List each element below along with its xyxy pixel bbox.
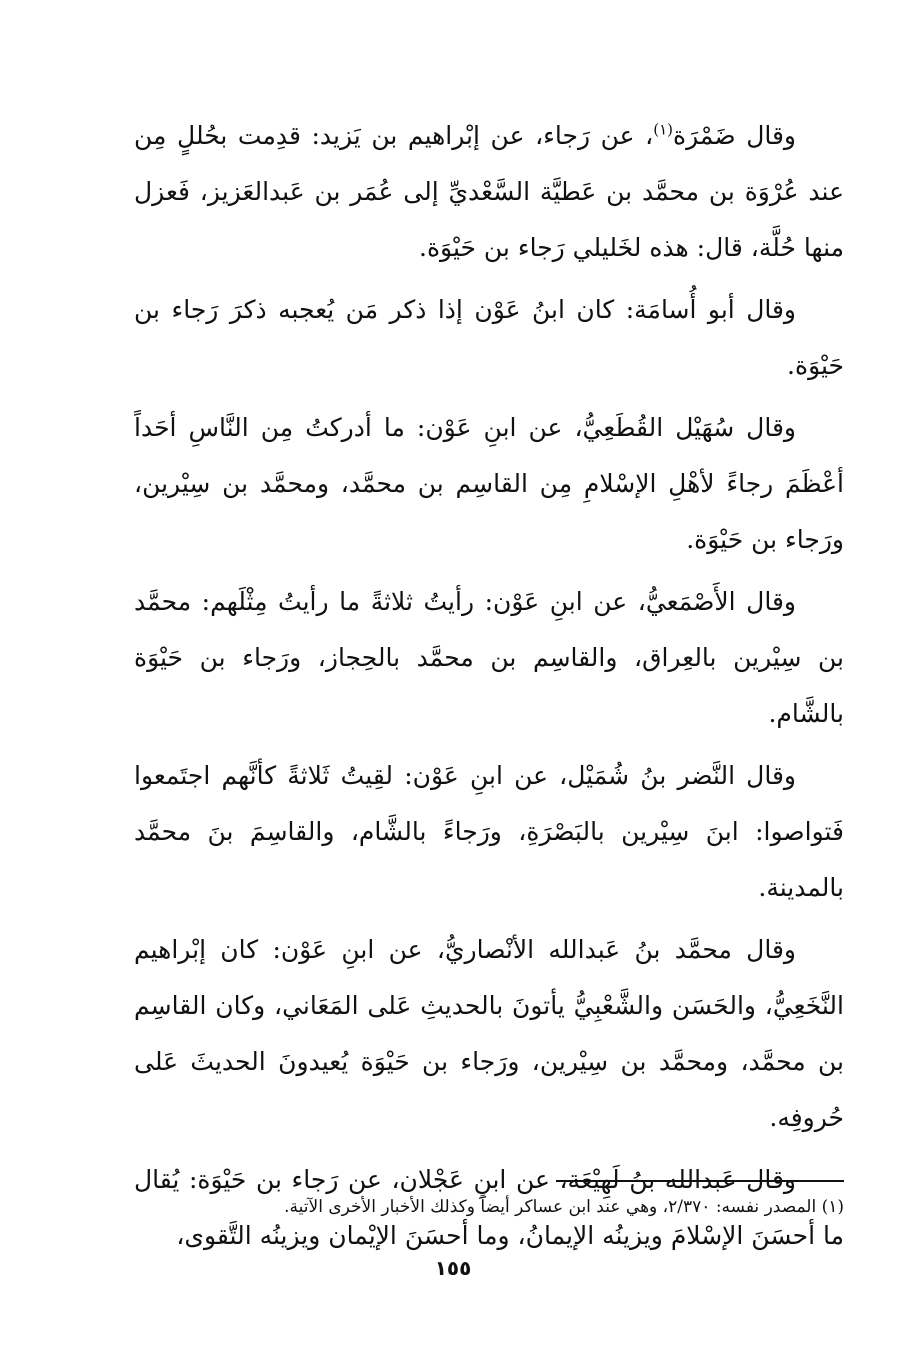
paragraph: وقال الأَصْمَعيُّ، عن ابنِ عَوْن: رأيتُ ثلاثةً ما رأيتُ مِثْلَهم: محمَّد بن سِيْرين بالعِراق، والقاسِم بن محمَّد بالحِجاز، ورَجاء بن حَيْوَة بالشَّام. <box>134 587 844 728</box>
paragraph-text: ، عن رَجاء، عن إبْراهيم بن يَزيد: قدِمت بحُللٍ مِن عند عُرْوَة بن محمَّد بن عَطيَّة السَّعْديِّ إلى عُمَر بن عَبدالعَزيز، فَعزل منها حُلَّة، قال: هذه لخَليلي رَجاء بن حَيْوَة. <box>134 121 844 262</box>
main-text <box>134 108 844 1270</box>
footnote: (١) المصدر نفسه: ٢/٣٧٠، وهي عند ابن عساكر أيضاً وكذلك الأخبار الأخرى الآتية. <box>284 1197 844 1217</box>
paragraph <box>134 108 844 276</box>
footnote-divider <box>556 1180 844 1182</box>
paragraph: وقال عَبدالله بنُ لَهِيْعَة، عن ابنِ عَجْلان، عن رَجاء بن حَيْوَة: يُقال ما أحسَنَ الإسْلامَ ويزينُه الإيمانُ، وما أحسَنَ الإيْمان ويزينُه التَّقوى، <box>134 1165 844 1250</box>
page-number: ١٥٥ <box>434 1256 472 1280</box>
paragraph: وقال محمَّد بنُ عَبدالله الأنْصاريُّ، عن ابنِ عَوْن: كان إبْراهيم النَّخَعِيُّ، والحَسَن والشَّعْبِيُّ يأتونَ بالحديثِ عَلى المَعَاني، وكان القاسِم بن محمَّد، ومحمَّد بن سِيْرين، ورَجاء بن حَيْوَة يُعيدونَ الحديثَ عَلى حُروفِه. <box>134 935 844 1132</box>
paragraph: وقال أبو أُسامَة: كان ابنُ عَوْن إذا ذكر مَن يُعجبه ذكرَ رَجاء بن حَيْوَة. <box>134 295 844 380</box>
paragraph: وقال سُهَيْل القُطَعِيُّ، عن ابنِ عَوْن: ما أدركتُ مِن النَّاسِ أحَداً أعْظَمَ رجاءً لأهْلِ الإسْلامِ مِن القاسِم بن محمَّد، ومحمَّد بن سِيْرين، ورَجاء بن حَيْوَة. <box>134 413 844 554</box>
footnote-marker: (١) <box>653 120 674 139</box>
paragraph: وقال النَّضر بنُ شُمَيْل، عن ابنِ عَوْن: لقِيتُ ثَلاثةً كأنَّهم اجتَمعوا فَتواصوا: ابنَ سِيْرين بالبَصْرَةِ، ورَجاءً بالشَّام، والقاسِمَ بنَ محمَّد بالمدينة. <box>134 761 844 902</box>
paragraph-text: وقال ضَمْرَة <box>673 121 796 150</box>
